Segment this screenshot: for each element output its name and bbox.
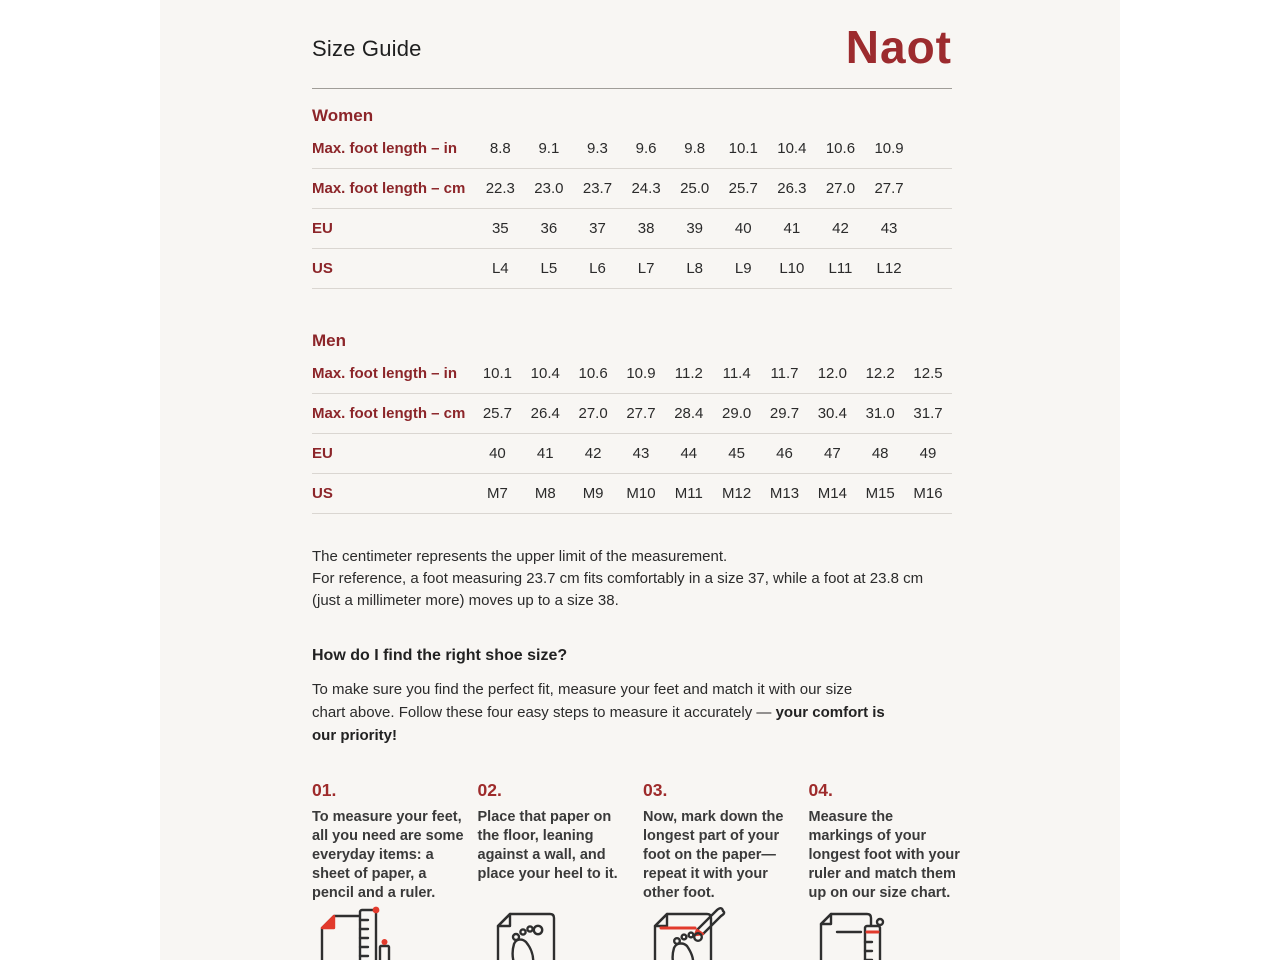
table-row [312,209,952,249]
table-row [312,354,952,394]
size-value: 25.7 [728,180,758,197]
size-value: 10.6 [578,365,608,382]
mark-foot-with-pencil-icon [643,904,809,960]
size-value: 10.1 [728,140,758,157]
size-value: 38 [637,220,655,237]
row-label: Max. foot length – in [312,140,457,157]
size-value: 49 [919,445,937,462]
size-value: 10.4 [777,140,807,157]
row-label: Max. foot length – cm [312,180,466,197]
men-size-section [312,331,952,514]
size-value: 39 [686,220,704,237]
size-value: 10.9 [874,140,904,157]
row-label: Max. foot length – in [312,365,457,382]
content-area [160,0,960,960]
size-value: 9.6 [635,140,657,157]
size-value: 27.0 [578,405,608,422]
size-value: 27.0 [825,180,856,197]
size-value: 12.2 [865,365,895,382]
size-value: 11.2 [674,365,703,382]
size-value: 31.0 [865,405,895,422]
size-value: 37 [589,220,606,237]
row-label: EU [312,445,333,462]
size-value: 9.1 [538,140,560,157]
size-value: L11 [828,260,853,277]
measurement-notes [312,546,952,612]
section-heading-women: Women [312,106,374,125]
row-label: Max. foot length – cm [312,405,466,422]
size-value: M11 [674,485,703,502]
size-value: 9.3 [587,140,608,157]
page-title: Size Guide [312,36,422,61]
header-divider [312,88,952,89]
size-value: L4 [491,260,509,277]
measure-markings-ruler-icon [809,904,975,960]
step-text: Place that paper on the floor, leaning against a wall, and place your heel to it. [477,809,618,882]
table-row [312,249,952,289]
size-value: M14 [817,485,847,502]
size-value: 27.7 [626,405,656,422]
size-value: M16 [913,485,943,502]
size-value: L7 [637,260,655,277]
step-01 [312,780,478,960]
foot-on-paper-icon [478,904,644,960]
step-04 [809,780,975,960]
size-value: 43 [880,220,898,237]
size-value: L10 [779,260,805,277]
size-value: M15 [865,485,895,502]
table-row [312,394,952,434]
size-value: 40 [489,445,506,462]
content-panel [160,0,1120,960]
step-number: 04. [808,780,833,800]
step-text: Now, mark down the longest part of your foot on the paper—repeat it with your other foot. [643,809,784,901]
size-value: 23.7 [582,180,613,197]
size-value: 25.0 [680,180,710,197]
size-value: 41 [783,220,801,237]
size-value: 31.7 [913,405,943,422]
table-row [312,434,952,474]
row-label: EU [312,220,333,237]
howto-intro-bold: your comfort is our priority! [312,704,885,744]
note-line: (just a millimeter more) moves up to a size 38. [312,592,619,609]
size-value: 12.0 [817,365,847,382]
size-value: 42 [832,220,849,237]
note-line: For reference, a foot measuring 23.7 cm fits comfortably in a size 37, while a foot at 23.8 cm [312,570,924,587]
table-row [312,129,952,169]
size-value: 22.3 [485,180,515,197]
women-size-table [312,129,952,289]
howto-intro-text: To make sure you find the perfect fit, measure your feet and match it with our size chart above. Follow these four easy steps to measure it accurately — [312,681,853,721]
size-value: 10.9 [626,365,656,382]
size-value: 10.6 [825,140,856,157]
size-value: 27.7 [874,180,904,197]
step-text: To measure your feet, all you need are some everyday items: a sheet of paper, a pencil and a ruler. [312,809,464,901]
size-value: 26.3 [777,180,807,197]
row-label: US [312,485,333,502]
size-value: 9.8 [684,140,706,157]
size-value: 24.3 [631,180,661,197]
row-label: US [312,260,333,277]
size-value: M7 [487,485,508,502]
size-value: M12 [722,485,752,502]
size-value: 26.4 [530,405,560,422]
size-value: L6 [589,260,606,277]
step-number: 03. [643,780,668,800]
size-value: 42 [584,445,602,462]
size-value: 12.5 [913,365,943,382]
size-value: 25.7 [482,405,513,422]
steps-row [312,780,1112,960]
step-03 [643,780,809,960]
size-value: 41 [536,445,554,462]
size-value: 30.4 [817,405,847,422]
size-value: L8 [686,260,704,277]
table-row [312,474,952,514]
table-row [312,169,952,209]
size-value: 46 [776,445,793,462]
size-value: L9 [734,260,752,277]
step-02 [478,780,644,960]
size-value: 43 [632,445,650,462]
step-text: Measure the markings of your longest foot with your ruler and match them up on our size chart. [808,809,960,901]
size-value: 35 [491,220,509,237]
size-value: L12 [876,260,902,277]
step-number: 01. [312,780,337,800]
size-value: 48 [871,445,889,462]
size-value: M13 [769,485,800,502]
size-value: 47 [823,445,841,462]
size-value: M8 [534,485,556,502]
naot-logo: Naot [845,21,952,73]
paper-ruler-pencil-icon [312,904,478,960]
note-line: The centimeter represents the upper limit of the measurement. [312,548,728,565]
step-number: 02. [477,780,502,800]
howto-heading: How do I find the right shoe size? [312,647,568,664]
size-value: 11.7 [770,365,799,382]
women-size-section [312,106,952,289]
size-value: 44 [680,445,698,462]
size-value: 40 [734,220,752,237]
size-value: 45 [728,445,745,462]
men-size-table [312,354,952,514]
size-value: 8.8 [489,140,511,157]
howto-intro [312,678,887,747]
size-value: 29.7 [769,405,800,422]
size-value: 36 [540,220,558,237]
size-value: 23.0 [534,180,564,197]
size-value: 11.4 [722,365,751,382]
size-value: M10 [626,485,656,502]
size-value: M9 [582,485,604,502]
size-value: 29.0 [722,405,752,422]
section-heading-men: Men [312,331,346,350]
size-value: L5 [540,260,558,277]
page-header [312,21,952,88]
size-value: 10.4 [530,365,560,382]
size-value: 10.1 [482,365,513,382]
size-value: 28.4 [674,405,704,422]
